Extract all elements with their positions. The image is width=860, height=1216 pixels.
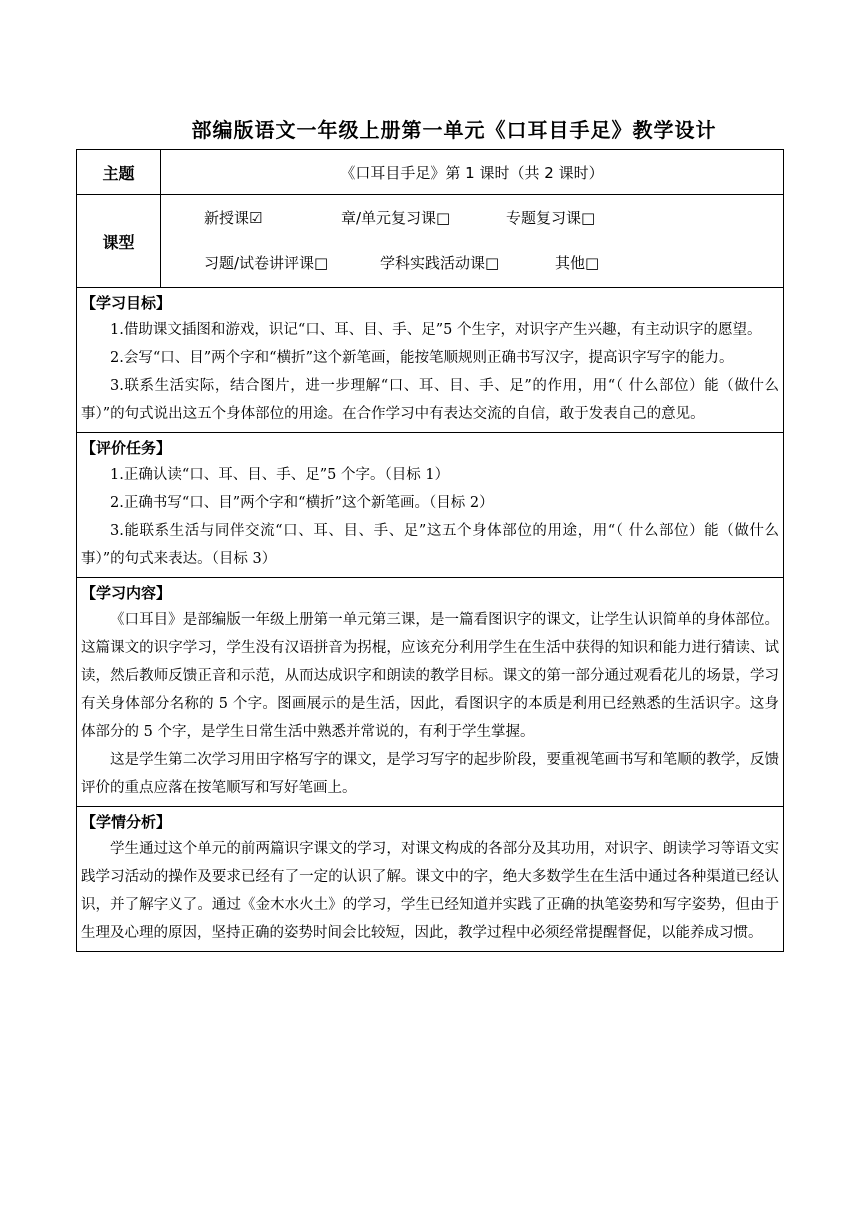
assessment-task-item: 2.正确书写“口、目”两个字和“横折”这个新笔画。（目标 2） (110, 495, 494, 511)
student-analysis-heading: 【学情分析】 (81, 813, 172, 831)
document-title: 部编版语文一年级上册第一单元《口耳目手足》教学设计 (191, 118, 717, 142)
learning-goals-heading: 【学习目标】 (81, 294, 172, 312)
course-type-row (77, 195, 784, 288)
learning-content-row (77, 578, 784, 807)
student-analysis-section (77, 807, 784, 952)
theme-value: 《口耳目手足》第 1 课时（共 2 课时） (161, 150, 784, 195)
course-type-option-other: 其他□ (555, 254, 600, 272)
assessment-tasks-row (77, 433, 784, 578)
course-type-option-practice: 学科实践活动课□ (380, 254, 500, 272)
course-type-option-topic-review: 专题复习课□ (506, 209, 596, 227)
assessment-tasks-section (77, 433, 784, 578)
learning-content-section (77, 578, 784, 807)
learning-goal-item: 2.会写“口、目”两个字和“横折”这个新笔画，能按笔顺规则正确书写汉字，提高识字写字的能力。 (110, 350, 734, 366)
theme-label: 主题 (77, 150, 161, 195)
course-type-option-unit-review: 章/单元复习课□ (341, 209, 451, 227)
student-analysis-row (77, 807, 784, 952)
theme-row (77, 150, 784, 195)
learning-goals-row (77, 288, 784, 433)
learning-content-paragraph: 《口耳目》是部编版一年级上册第一单元第三课，是一篇看图识字的课文，让学生认识简单的身体部位。这篇课文的识字学习，学生没有汉语拼音为拐棍，应该充分利用学生在生活中获得的知识和能力进行猜读、试读，然后教师反馈正音和示范，从而达成识字和朗读的教学目标。课文的第一部分通过观看花儿的场景，学习有关身体部分名称的 5 个字。图画展示的是生活，因此，看图识字的本质是利用已经熟悉的生活识字。这身体部分的 5 个字，是学生日常生活中熟悉并常说的，有利于学生掌握。 (81, 612, 779, 740)
student-analysis-paragraph: 学生通过这个单元的前两篇识字课文的学习，对课文构成的各部分及其功用，对识字、朗读学习等语文实践学习活动的操作及要求已经有了一定的认识了解。课文中的字，绝大多数学生在生活中通过各种渠道已经认识，并了解字义了。通过《金木水火土》的学习，学生已经知道并实践了正确的执笔姿势和写字姿势，但由于生理及心理的原因，坚持正确的姿势时间会比较短，因此，教学过程中必须经常提醒督促，以能养成习惯。 (81, 841, 779, 941)
learning-goals-section (77, 288, 784, 433)
assessment-task-item: 1.正确认读“口、耳、目、手、足”5 个字。（目标 1） (110, 467, 450, 483)
assessment-tasks-heading: 【评价任务】 (81, 439, 172, 457)
learning-goal-item: 1.借助课文插图和游戏，识记“口、耳、目、手、足”5 个生字，对识字产生兴趣，有主动识字的愿望。 (110, 322, 762, 338)
course-type-option-new: 新授课☑ (204, 209, 263, 227)
learning-content-heading: 【学习内容】 (81, 584, 172, 602)
learning-content-paragraph: 这是学生第二次学习用田字格写字的课文，是学习写字的起步阶段，要重视笔画书写和笔顺的教学，反馈评价的重点应落在按笔顺写和写好笔画上。 (81, 752, 779, 796)
course-type-option-exercise-review: 习题/试卷讲评课□ (204, 254, 329, 272)
learning-goal-item: 3.联系生活实际，结合图片，进一步理解“口、耳、目、手、足”的作用，用“（ 什么部位）能（做什么事）”的句式说出这五个身体部位的用途。在合作学习中有表达交流的自信，敢于发表自己的意见。 (81, 378, 779, 422)
course-type-label: 课型 (77, 195, 161, 288)
lesson-plan-table (76, 149, 784, 952)
course-type-options (161, 195, 784, 288)
assessment-task-item: 3.能联系生活与同伴交流“口、耳、目、手、足”这五个身体部位的用途，用“（ 什么部位）能（做什么事）”的句式来表达。（目标 3） (81, 523, 779, 567)
